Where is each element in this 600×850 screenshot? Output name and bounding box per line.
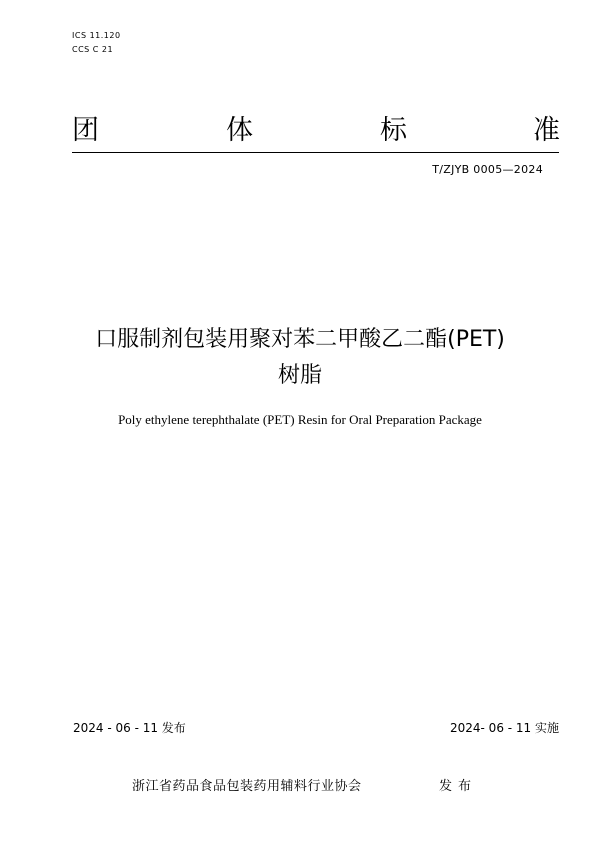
ccs-code: CCS C 21 xyxy=(72,45,114,54)
implementation-date: 2024- 06 - 11 实施 xyxy=(450,721,559,735)
standard-type-char: 体 xyxy=(226,115,253,146)
publisher-name: 浙江省药品食品包装药用辅料行业协会 xyxy=(132,779,362,794)
issue-date: 2024 - 06 - 11 发布 xyxy=(73,721,186,735)
ics-code: ICS 11.120 xyxy=(72,31,121,40)
header-divider xyxy=(72,152,559,153)
standard-type-char: 团 xyxy=(72,115,99,146)
standard-type-char: 准 xyxy=(533,115,560,146)
chinese-title-line-2: 树脂 xyxy=(277,363,322,388)
publish-label: 发布 xyxy=(439,779,478,794)
standard-type-char: 标 xyxy=(380,115,407,146)
standard-number: T/ZJYB 0005—2024 xyxy=(432,163,543,176)
english-title: Poly ethylene terephthalate (PET) Resin for Oral Preparation Package xyxy=(118,412,482,427)
chinese-title-line-1: 口服制剂包装用聚对苯二甲酸乙二酯(PET) xyxy=(95,327,505,352)
